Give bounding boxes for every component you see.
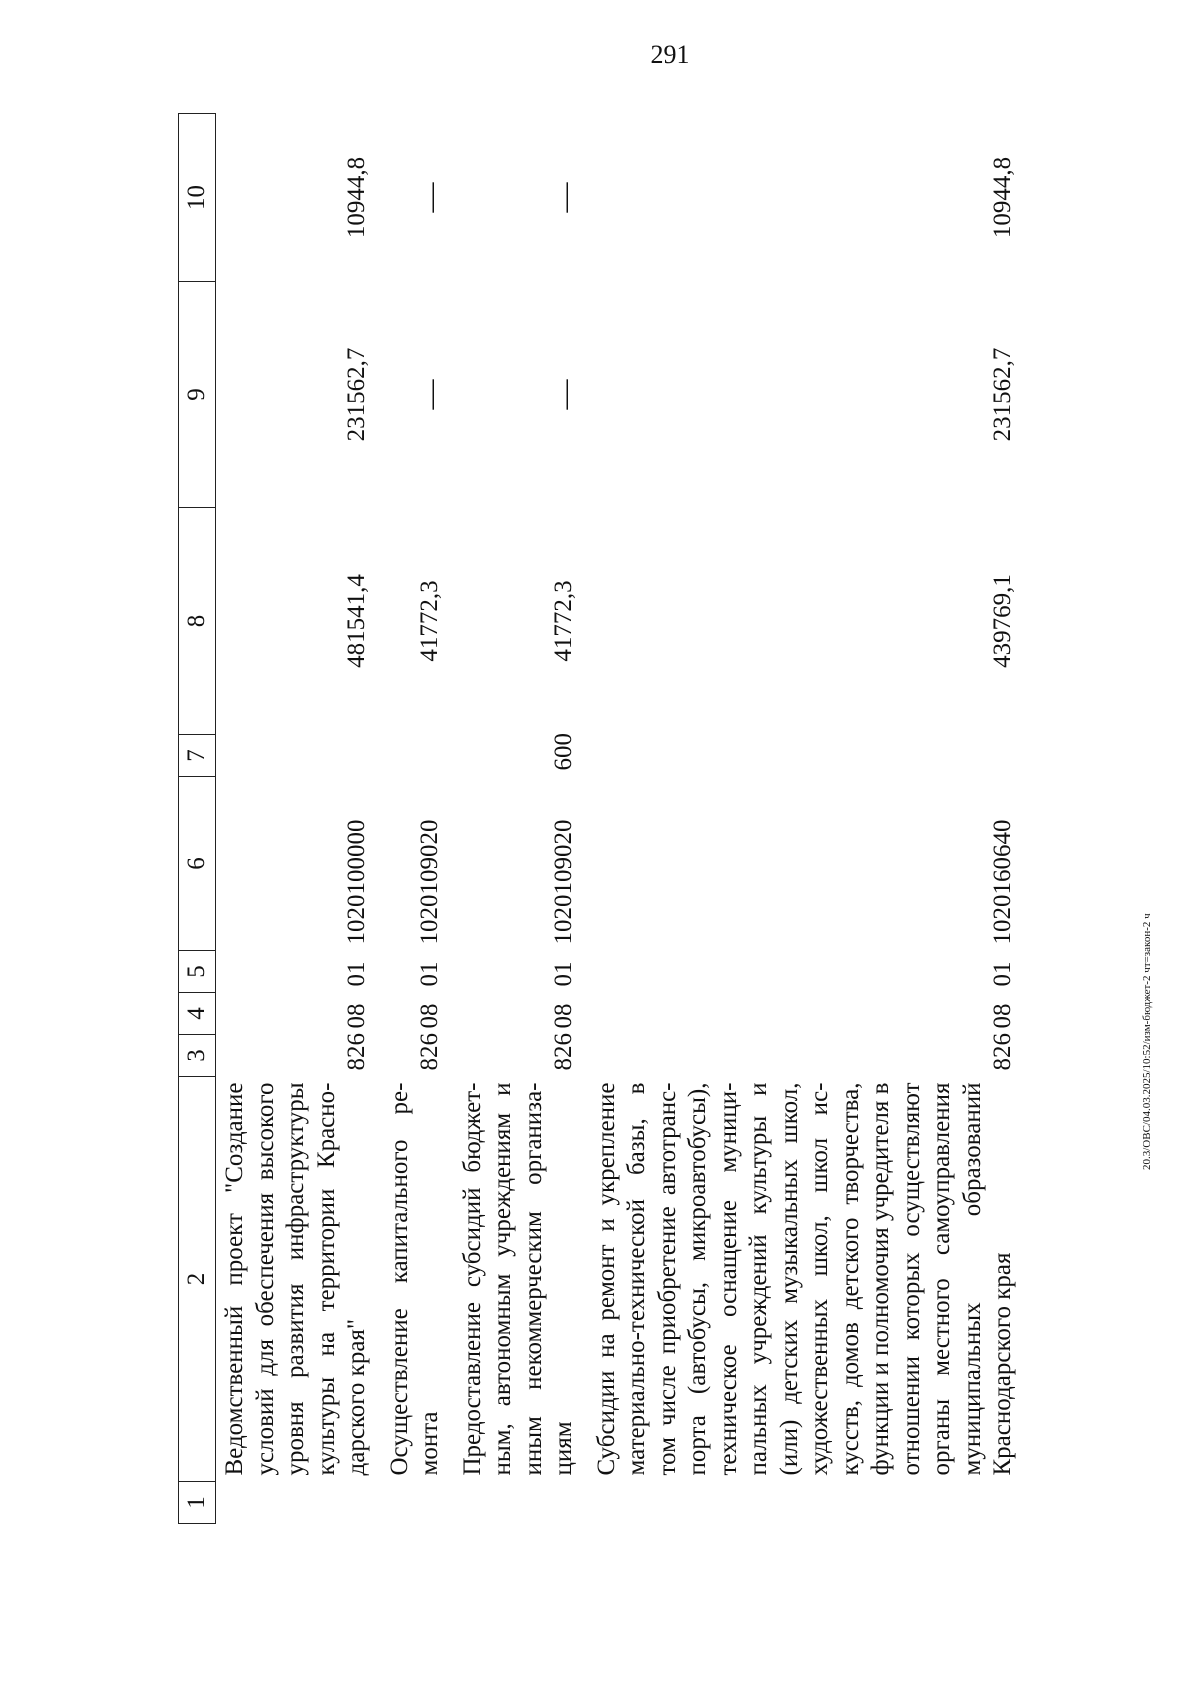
cell-col6: 1020109020 xyxy=(550,819,577,945)
cell-col6: 1020100000 xyxy=(343,819,370,945)
header-cell: 10 xyxy=(179,114,216,282)
cell-col3: 826 xyxy=(550,1033,577,1071)
cell-col8: 439769,1 xyxy=(989,574,1016,668)
row-name: Предоставление субсидий бюджетным, автономным учреждениям и иным некоммерческим организациям xyxy=(458,1082,577,1476)
cell-col9: — xyxy=(413,379,447,410)
cell-col4: 08 xyxy=(989,1003,1016,1029)
cell-col7 xyxy=(580,735,1019,777)
header-cell: 3 xyxy=(179,1035,216,1077)
page-number: 291 xyxy=(650,40,690,69)
cell-col4: 08 xyxy=(416,1003,443,1029)
header-cell: 4 xyxy=(179,993,216,1035)
cell-col8: 41772,3 xyxy=(416,580,443,662)
cell-col6: 1020109020 xyxy=(416,819,443,945)
cell-col9: 231562,7 xyxy=(343,347,370,442)
cell-col3: 826 xyxy=(416,1033,443,1071)
cell-col10: — xyxy=(413,182,447,213)
cell-col5: 01 xyxy=(550,961,577,987)
header-cell: 7 xyxy=(179,735,216,777)
cell-col9: 231562,7 xyxy=(989,347,1016,442)
footer-file-path: 20.3/ОВС/04.03.2025/10:52/изм-бюджет-2 чт=закон-2 ч xyxy=(1141,913,1153,1170)
cell-col3: 826 xyxy=(343,1033,370,1071)
cell-col5: 01 xyxy=(343,961,370,987)
cell-col4: 08 xyxy=(343,1003,370,1029)
header-cell: 9 xyxy=(179,282,216,508)
row-name: Субсидии на ремонт и укрепление материально-технической базы, в том числе приобретение автотранспорта (автобусы, микроавтобусы), техническое оснащение муниципальных учреждений культуры и (или) детских музыкальных школ, художественных школ, школ искусств, домов детского творчества, функции и полномочия учредителя в отношении которых осуществляют органы местного самоуправления муниципальных образований Краснодарского края xyxy=(592,1082,1016,1476)
cell-col4: 08 xyxy=(550,1003,577,1029)
header-cell: 6 xyxy=(179,777,216,951)
cell-col10: 10944,8 xyxy=(989,156,1016,239)
budget-table xyxy=(178,113,1019,1524)
cell-col5: 01 xyxy=(989,961,1016,987)
table-row xyxy=(446,114,580,1524)
table-row xyxy=(373,114,446,1524)
header-row xyxy=(179,114,216,1524)
cell-col10: 10944,8 xyxy=(343,156,370,239)
cell-col5: 01 xyxy=(416,961,443,987)
header-cell: 8 xyxy=(179,508,216,735)
cell-col8: 41772,3 xyxy=(550,580,577,662)
cell-col9: — xyxy=(547,379,581,410)
cell-col7: 600 xyxy=(550,733,577,771)
header-cell: 1 xyxy=(179,1482,216,1524)
header-cell: 5 xyxy=(179,951,216,993)
cell-col10: — xyxy=(547,182,581,213)
cell-col7 xyxy=(216,735,373,777)
cell-col7 xyxy=(373,735,446,777)
header-cell: 2 xyxy=(179,1077,216,1482)
cell-col6: 1020160640 xyxy=(989,819,1016,945)
table-row xyxy=(580,114,1019,1524)
budget-table-sheet xyxy=(178,114,1078,1524)
cell-col8: 481541,4 xyxy=(343,574,370,668)
cell-col3: 826 xyxy=(989,1033,1016,1071)
row-name: Ведомственный проект "Создание условий для обеспечения высокого уровня развития инфраструктуры культуры на территории Краснодарского края" xyxy=(221,1082,370,1476)
row-name: Осуществление капитального ремонта xyxy=(385,1082,443,1476)
table-row xyxy=(216,114,373,1524)
